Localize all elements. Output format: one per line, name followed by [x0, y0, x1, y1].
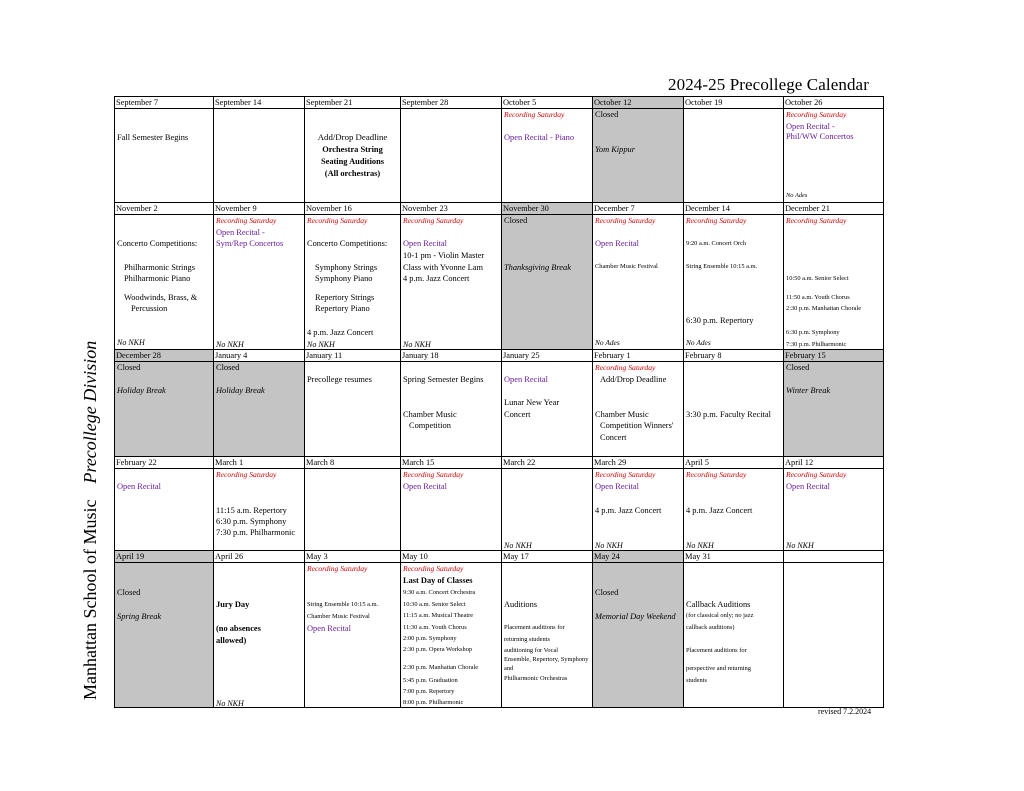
- date-cell: April 12: [784, 457, 884, 469]
- date-row-3: [115, 350, 884, 362]
- closed-label: Closed: [117, 363, 141, 372]
- day-cell: [115, 362, 214, 457]
- event-text: auditioning for Vocal: [504, 647, 559, 654]
- no-ades-label: No Ades: [786, 192, 808, 199]
- open-recital-label: Open Recital: [117, 482, 161, 491]
- date-cell: April 19: [115, 551, 214, 563]
- date-cell: September 21: [305, 97, 401, 109]
- recording-saturday-label: Recording Saturday: [595, 216, 656, 225]
- event-text: 4 p.m. Jazz Concert: [595, 506, 662, 515]
- day-cell: [593, 362, 684, 457]
- day-cell: [784, 215, 884, 350]
- day-cell: [684, 362, 784, 457]
- recording-saturday-label: Recording Saturday: [595, 363, 656, 372]
- event-text: Class with Yvonne Lam: [403, 263, 484, 272]
- break-label: Holiday Break: [216, 386, 265, 395]
- day-cell: [305, 109, 401, 203]
- break-label: Winter Break: [786, 386, 831, 395]
- event-text: Symphony Piano: [315, 274, 373, 283]
- recording-saturday-label: Recording Saturday: [504, 110, 565, 119]
- no-nkh-label: No NKH: [686, 541, 714, 550]
- event-text: String Ensemble 10:15 a.m.: [307, 601, 379, 608]
- date-cell: October 26: [784, 97, 884, 109]
- date-cell: May 3: [305, 551, 401, 563]
- open-recital-label: Open Recital: [786, 482, 830, 491]
- event-text: 11:30 a.m. Youth Chorus: [403, 624, 467, 631]
- day-cell: [502, 362, 593, 457]
- open-recital-label: Open Recital -: [216, 228, 265, 237]
- date-cell: January 11: [305, 350, 401, 362]
- event-text: String Ensemble 10:15 a.m.: [686, 263, 758, 270]
- event-text: and: [504, 665, 514, 672]
- event-text: 2:00 p.m. Symphony: [403, 635, 457, 642]
- event-text: (for classical only; no jazz: [686, 612, 754, 619]
- no-nkh-label: No NKH: [216, 340, 244, 349]
- open-recital-label: Sym/Rep Concertos: [216, 239, 284, 248]
- event-text: Placement auditions for: [504, 624, 565, 631]
- day-cell: [115, 215, 214, 350]
- day-cell: [684, 469, 784, 551]
- event-text: Concerto Competitions:: [117, 239, 198, 248]
- recording-saturday-label: Recording Saturday: [786, 216, 847, 225]
- recording-saturday-label: Recording Saturday: [307, 216, 368, 225]
- content-row-3: [115, 362, 884, 457]
- event-text: 3:30 p.m. Faculty Recital: [686, 410, 771, 419]
- date-cell: November 16: [305, 203, 401, 215]
- date-cell: March 8: [305, 457, 401, 469]
- event-text: 5:45 p.m. Graduation: [403, 677, 458, 684]
- event-text: Ensemble, Repertory, Symphony: [504, 656, 589, 663]
- day-cell: [502, 563, 593, 708]
- content-row-4: [115, 469, 884, 551]
- open-recital-label: Open Recital - Piano: [504, 133, 575, 142]
- recording-saturday-label: Recording Saturday: [307, 564, 368, 573]
- date-cell: October 19: [684, 97, 784, 109]
- date-cell: May 10: [401, 551, 502, 563]
- date-cell: December 14: [684, 203, 784, 215]
- date-row-1: [115, 97, 884, 109]
- day-cell: [401, 215, 502, 350]
- open-recital-label: Open Recital: [595, 239, 639, 248]
- event-text: Auditions: [504, 600, 538, 609]
- date-cell: February 8: [684, 350, 784, 362]
- open-recital-label: Phil/WW Concertos: [786, 132, 854, 141]
- day-cell: [401, 362, 502, 457]
- event-text: 6:30 p.m. Repertory: [686, 316, 754, 325]
- event-text: 9:30 a.m. Concert Orchestra: [403, 589, 476, 596]
- date-cell: April 5: [684, 457, 784, 469]
- event-text: 4 p.m. Jazz Concert: [686, 506, 753, 515]
- recording-saturday-label: Recording Saturday: [595, 470, 656, 479]
- date-cell: October 5: [502, 97, 593, 109]
- event-text: Competition Winners': [600, 421, 674, 430]
- date-row-2: [115, 203, 884, 215]
- break-label: Spring Break: [117, 612, 162, 621]
- date-cell: November 2: [115, 203, 214, 215]
- date-cell: May 31: [684, 551, 784, 563]
- event-text: Add/Drop Deadline: [600, 375, 667, 384]
- break-label: Holiday Break: [117, 386, 166, 395]
- event-text: 11:50 a.m. Youth Chorus: [786, 294, 850, 301]
- closed-label: Closed: [595, 110, 619, 119]
- recording-saturday-label: Recording Saturday: [216, 470, 277, 479]
- division-name: Precollege Division: [80, 340, 100, 484]
- no-ades-label: No Ades: [595, 338, 620, 347]
- event-text: 7:30 p.m. Philharmonic: [216, 528, 296, 537]
- event-text: Woodwinds, Brass, &: [124, 293, 198, 302]
- event-text: 6:30 p.m. Symphony: [216, 517, 287, 526]
- date-cell: December 21: [784, 203, 884, 215]
- recording-saturday-label: Recording Saturday: [686, 216, 747, 225]
- day-cell: [684, 215, 784, 350]
- date-cell: November 30: [502, 203, 593, 215]
- day-cell: [502, 215, 593, 350]
- open-recital-label: Open Recital -: [786, 122, 835, 131]
- day-cell: [593, 215, 684, 350]
- event-text: students: [686, 677, 707, 684]
- no-nkh-label: No NKH: [595, 541, 623, 550]
- event-text: Chamber Music: [403, 410, 457, 419]
- date-cell: September 7: [115, 97, 214, 109]
- break-label: Memorial Day Weekend: [595, 612, 676, 621]
- day-cell: [305, 563, 401, 708]
- day-cell: [305, 215, 401, 350]
- event-text: (no absences: [216, 624, 261, 633]
- date-cell: April 26: [214, 551, 305, 563]
- date-cell: March 22: [502, 457, 593, 469]
- date-cell: March 29: [593, 457, 684, 469]
- event-text: 7:30 p.m. Philharmonic: [786, 341, 847, 348]
- day-cell: [401, 469, 502, 551]
- event-text: Orchestra String: [322, 145, 383, 154]
- date-cell: November 23: [401, 203, 502, 215]
- day-cell: [684, 563, 784, 708]
- event-text: 2:30 p.m. Manhattan Chorale: [403, 664, 479, 671]
- event-text: Precollege resumes: [307, 375, 372, 384]
- no-ades-label: No Ades: [686, 338, 711, 347]
- date-row-4: [115, 457, 884, 469]
- date-cell: September 14: [214, 97, 305, 109]
- day-cell: [214, 563, 305, 708]
- content-row-1: [115, 109, 884, 203]
- date-cell: December 28: [115, 350, 214, 362]
- no-nkh-label: No NKH: [403, 340, 431, 349]
- no-nkh-label: No NKH: [307, 340, 335, 349]
- no-nkh-label: No NKH: [504, 541, 532, 550]
- day-cell: [214, 469, 305, 551]
- content-row-5: [115, 563, 884, 708]
- no-nkh-label: No NKH: [786, 541, 814, 550]
- day-cell: [214, 362, 305, 457]
- no-nkh-label: No NKH: [117, 338, 145, 347]
- page-title: 2024-25 Precollege Calendar: [668, 75, 869, 94]
- day-cell: [784, 109, 884, 203]
- day-cell: [305, 469, 401, 551]
- closed-label: Closed: [117, 588, 141, 597]
- day-cell: [115, 109, 214, 203]
- no-nkh-label: No NKH: [216, 699, 244, 708]
- event-text: 2:30 p.m. Opera Workshop: [403, 646, 473, 653]
- date-cell: September 28: [401, 97, 502, 109]
- day-cell: [115, 469, 214, 551]
- event-text: Lunar New Year: [504, 398, 560, 407]
- date-cell: February 22: [115, 457, 214, 469]
- event-text: 7:00 p.m. Repertory: [403, 688, 455, 695]
- break-label: Thanksgiving Break: [504, 263, 571, 272]
- event-text: 11:15 a.m. Musical Theatre: [403, 612, 474, 619]
- day-cell: [305, 362, 401, 457]
- day-cell: [593, 109, 684, 203]
- event-text: Philharmonic Piano: [124, 274, 191, 283]
- date-cell: January 25: [502, 350, 593, 362]
- recording-saturday-label: Recording Saturday: [403, 216, 464, 225]
- event-text: Chamber Music: [595, 410, 649, 419]
- date-cell: May 17: [502, 551, 593, 563]
- date-cell: January 4: [214, 350, 305, 362]
- event-text: 11:15 a.m. Repertory: [216, 506, 287, 515]
- open-recital-label: Open Recital: [504, 375, 548, 384]
- day-cell: [593, 469, 684, 551]
- event-text: Competition: [409, 421, 451, 430]
- day-cell: [593, 563, 684, 708]
- date-cell: November 9: [214, 203, 305, 215]
- day-cell: [784, 469, 884, 551]
- open-recital-label: Open Recital: [403, 239, 447, 248]
- event-text: perspective and returning: [686, 665, 751, 672]
- closed-label: Closed: [786, 363, 810, 372]
- day-cell: [502, 469, 593, 551]
- school-name: Manhattan School of Music: [80, 499, 100, 700]
- event-text: 6:30 p.m. Symphony: [786, 329, 840, 336]
- date-cell: October 12: [593, 97, 684, 109]
- revision-note: revised 7.2.2024: [818, 707, 872, 716]
- event-text: callback auditions): [686, 624, 735, 631]
- day-cell: [784, 563, 884, 708]
- open-recital-label: Open Recital: [595, 482, 639, 491]
- event-text: Philharmonic Orchestras: [504, 675, 568, 682]
- date-cell: March 15: [401, 457, 502, 469]
- event-text: Add/Drop Deadline: [317, 132, 388, 142]
- date-cell: December 7: [593, 203, 684, 215]
- event-text: Repertory Piano: [315, 304, 370, 313]
- event-text: Last Day of Classes: [403, 576, 473, 585]
- event-text: Seating Auditions: [320, 157, 385, 166]
- recording-saturday-label: Recording Saturday: [786, 470, 847, 479]
- day-cell: [115, 563, 214, 708]
- date-cell: [784, 551, 884, 563]
- day-cell: [401, 563, 502, 708]
- event-text: Repertory Strings: [315, 293, 375, 302]
- calendar-table: [114, 96, 884, 708]
- event-text: Jury Day: [216, 600, 250, 609]
- event-text: Placement auditions for: [686, 647, 747, 654]
- event-text: 10-1 pm - Violin Master: [403, 251, 485, 260]
- event-text: Symphony Strings: [315, 263, 378, 272]
- content-row-2: [115, 215, 884, 350]
- open-recital-label: Open Recital: [403, 482, 447, 491]
- event-text: Percussion: [131, 304, 168, 313]
- event-text: 4 p.m. Jazz Concert: [307, 328, 374, 337]
- event-text: (All orchestras): [324, 169, 381, 178]
- event-text: 10:50 a.m. Senior Select: [786, 275, 849, 282]
- event-text: 8:00 p.m. Philharmonic: [403, 699, 464, 706]
- recording-saturday-label: Recording Saturday: [786, 110, 847, 119]
- event-text: Chamber Music Festival: [307, 613, 370, 620]
- event-text: 2:30 p.m. Manhattan Chorale: [786, 305, 862, 312]
- recording-saturday-label: Recording Saturday: [403, 564, 464, 573]
- event-text: 4 p.m. Jazz Concert: [403, 274, 470, 283]
- date-cell: February 15: [784, 350, 884, 362]
- side-header: [80, 341, 101, 700]
- date-cell: March 1: [214, 457, 305, 469]
- recording-saturday-label: Recording Saturday: [216, 216, 277, 225]
- day-cell: [502, 109, 593, 203]
- event-text: Chamber Music Festival: [595, 263, 658, 270]
- event-text: Spring Semester Begins: [403, 375, 484, 384]
- break-label: Yom Kippur: [595, 145, 635, 154]
- day-cell: [684, 109, 784, 203]
- open-recital-label: Open Recital: [307, 624, 351, 633]
- closed-label: Closed: [595, 588, 619, 597]
- event-text: allowed): [216, 636, 247, 645]
- day-cell: [401, 109, 502, 203]
- event-text: 10:30 a.m. Senior Select: [403, 601, 466, 608]
- event-text: Concert: [504, 410, 531, 419]
- event-text: Philharmonic Strings: [124, 263, 195, 272]
- recording-saturday-label: Recording Saturday: [686, 470, 747, 479]
- day-cell: [214, 109, 305, 203]
- closed-label: Closed: [504, 216, 528, 225]
- date-row-5: [115, 551, 884, 563]
- event-text: Concert: [600, 433, 627, 442]
- day-cell: [214, 215, 305, 350]
- recording-saturday-label: Recording Saturday: [403, 470, 464, 479]
- closed-label: Closed: [216, 363, 240, 372]
- date-cell: May 24: [593, 551, 684, 563]
- event-text: returning students: [504, 636, 550, 643]
- event-text: 9:20 a.m. Concert Orch: [686, 240, 747, 247]
- event-text: Callback Auditions: [686, 600, 751, 609]
- date-cell: January 18: [401, 350, 502, 362]
- date-cell: February 1: [593, 350, 684, 362]
- event-text: Concerto Competitions:: [307, 239, 388, 248]
- event-text: Fall Semester Begins: [117, 133, 189, 142]
- day-cell: [784, 362, 884, 457]
